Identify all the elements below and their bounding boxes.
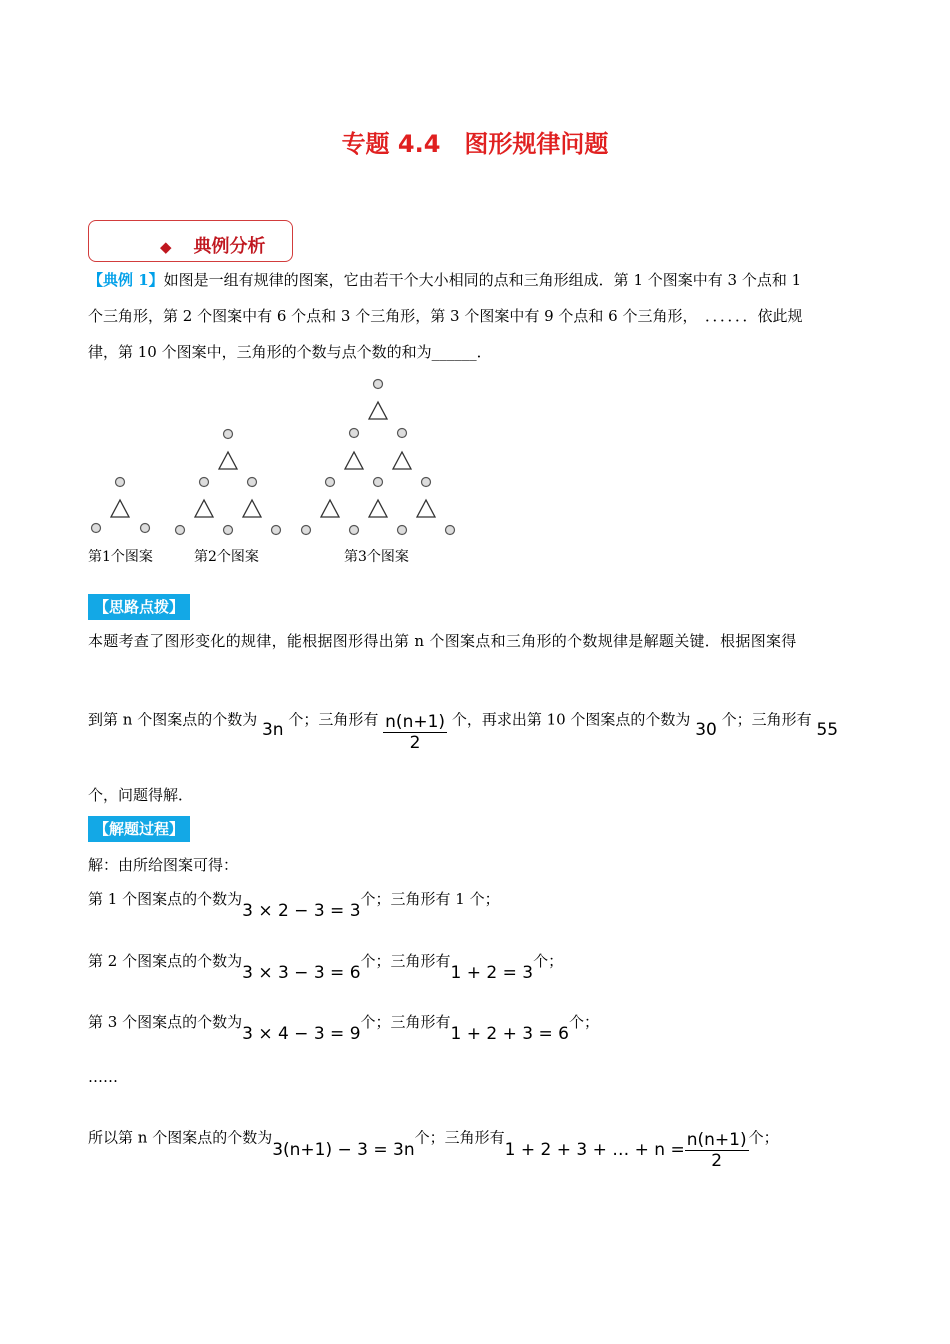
- dot: [224, 430, 233, 439]
- dot: [248, 478, 257, 487]
- hint-line-3: 个，问题得解．: [88, 786, 194, 804]
- triangle: [243, 500, 261, 517]
- math-expression: 1 + 2 = 3: [450, 963, 534, 983]
- fraction-numerator: n(n+1): [686, 1130, 747, 1150]
- hint-text: 个；三角形有: [288, 710, 379, 729]
- example-line-3: 律，第 10 个图案中，三角形的个数与点个数的和为______．: [88, 343, 492, 361]
- dot: [326, 478, 335, 487]
- dot: [141, 524, 150, 533]
- dot: [350, 429, 359, 438]
- row-text: 个；三角形有: [414, 1128, 505, 1147]
- dot: [374, 380, 383, 389]
- math-expression: 1 + 2 + 3 = 6: [450, 1024, 569, 1044]
- solution-row-1: [88, 888, 500, 921]
- dot: [116, 478, 125, 487]
- solution-intro: 解：由所给图案可得：: [88, 856, 239, 874]
- solution-row-3: [88, 1011, 599, 1044]
- row-text: 第 1 个图案点的个数为: [88, 890, 243, 908]
- row-text: 个；三角形有: [360, 1013, 451, 1031]
- hint-text: 到第 n 个图案点的个数为: [88, 710, 258, 729]
- solution-tag: 【解题过程】: [88, 816, 190, 842]
- row-text: 个；三角形有: [360, 952, 451, 970]
- math-expression: 3 × 3 − 3 = 6: [242, 963, 361, 983]
- hint-text: 个，再求出第 10 个图案点的个数为: [451, 710, 691, 729]
- dot: [302, 526, 311, 535]
- hint-line-1: 本题考查了图形变化的规律，能根据图形得出第 n 个图案点和三角形的个数规律是解题关键．根据图案得: [88, 632, 797, 650]
- triangle: [111, 500, 129, 517]
- hint-line-2: [88, 700, 838, 760]
- caption-pattern-3: 第3个图案: [344, 549, 409, 565]
- math-expression: 1 + 2 + 3 + … + n =: [504, 1139, 685, 1160]
- fraction-numerator: n(n+1): [385, 712, 446, 732]
- example-line-1: 如图是一组有规律的图案，它由若干个大小相同的点和三角形组成．第 1 个图案中有 3 个点和 1: [163, 271, 802, 289]
- math-expression: 3(n+1) − 3 = 3n: [272, 1139, 415, 1160]
- fraction-denominator: 2: [711, 1151, 723, 1171]
- row-text: 个；: [533, 952, 564, 970]
- dot: [272, 526, 281, 535]
- section-header: [160, 232, 266, 258]
- triangle: [369, 500, 387, 517]
- dot: [176, 526, 185, 535]
- row-text: 所以第 n 个图案点的个数为: [88, 1128, 273, 1147]
- page-title: 专题 4.4 图形规律问题: [341, 130, 609, 158]
- row-text: 个；: [568, 1013, 599, 1031]
- section-header-label: 典例分析: [193, 236, 266, 257]
- math-expression: 3 × 4 − 3 = 9: [242, 1024, 361, 1044]
- fraction: [383, 712, 447, 753]
- triangle: [219, 452, 237, 469]
- solution-section: [88, 818, 190, 839]
- dot: [350, 526, 359, 535]
- caption-pattern-1: 第1个图案: [88, 549, 153, 565]
- solution-row-2: [88, 950, 564, 983]
- dot: [398, 429, 407, 438]
- diamond-icon: ◆: [160, 238, 172, 256]
- solution-ellipsis: ……: [88, 1068, 118, 1086]
- example-paragraph: [88, 262, 863, 370]
- hint-text: 个；三角形有: [721, 710, 812, 729]
- example-line-2: 个三角形，第 2 个图案中有 6 个点和 3 个三角形，第 3 个图案中有 9 个点和 6 个三角形， ．．．．．．依此规: [88, 307, 803, 325]
- dot: [422, 478, 431, 487]
- math-expression: 3n: [261, 719, 284, 740]
- triangle: [345, 452, 363, 469]
- triangle: [369, 402, 387, 419]
- example-tag: 【典例 1】: [88, 271, 164, 289]
- math-expression: 55: [816, 719, 839, 740]
- hint-section: [88, 596, 190, 617]
- dot: [92, 524, 101, 533]
- triangle: [417, 500, 435, 517]
- dot: [200, 478, 209, 487]
- math-expression: 30: [695, 719, 717, 740]
- dot: [374, 478, 383, 487]
- hint-tag: 【思路点拨】: [88, 594, 190, 620]
- pattern-figure: [80, 372, 480, 572]
- row-text: 个；三角形有 1 个；: [360, 890, 500, 908]
- fraction: [685, 1130, 749, 1171]
- dot: [224, 526, 233, 535]
- solution-row-general: [88, 1118, 779, 1178]
- row-text: 第 2 个图案点的个数为: [88, 952, 243, 970]
- triangle: [321, 500, 339, 517]
- fraction-denominator: 2: [409, 733, 421, 753]
- dot: [446, 526, 455, 535]
- triangle: [393, 452, 411, 469]
- math-expression: 3 × 2 − 3 = 3: [242, 901, 361, 921]
- dot: [398, 526, 407, 535]
- triangle: [195, 500, 213, 517]
- caption-pattern-2: 第2个图案: [194, 549, 259, 565]
- row-text: 第 3 个图案点的个数为: [88, 1013, 243, 1031]
- row-text: 个；: [748, 1128, 779, 1147]
